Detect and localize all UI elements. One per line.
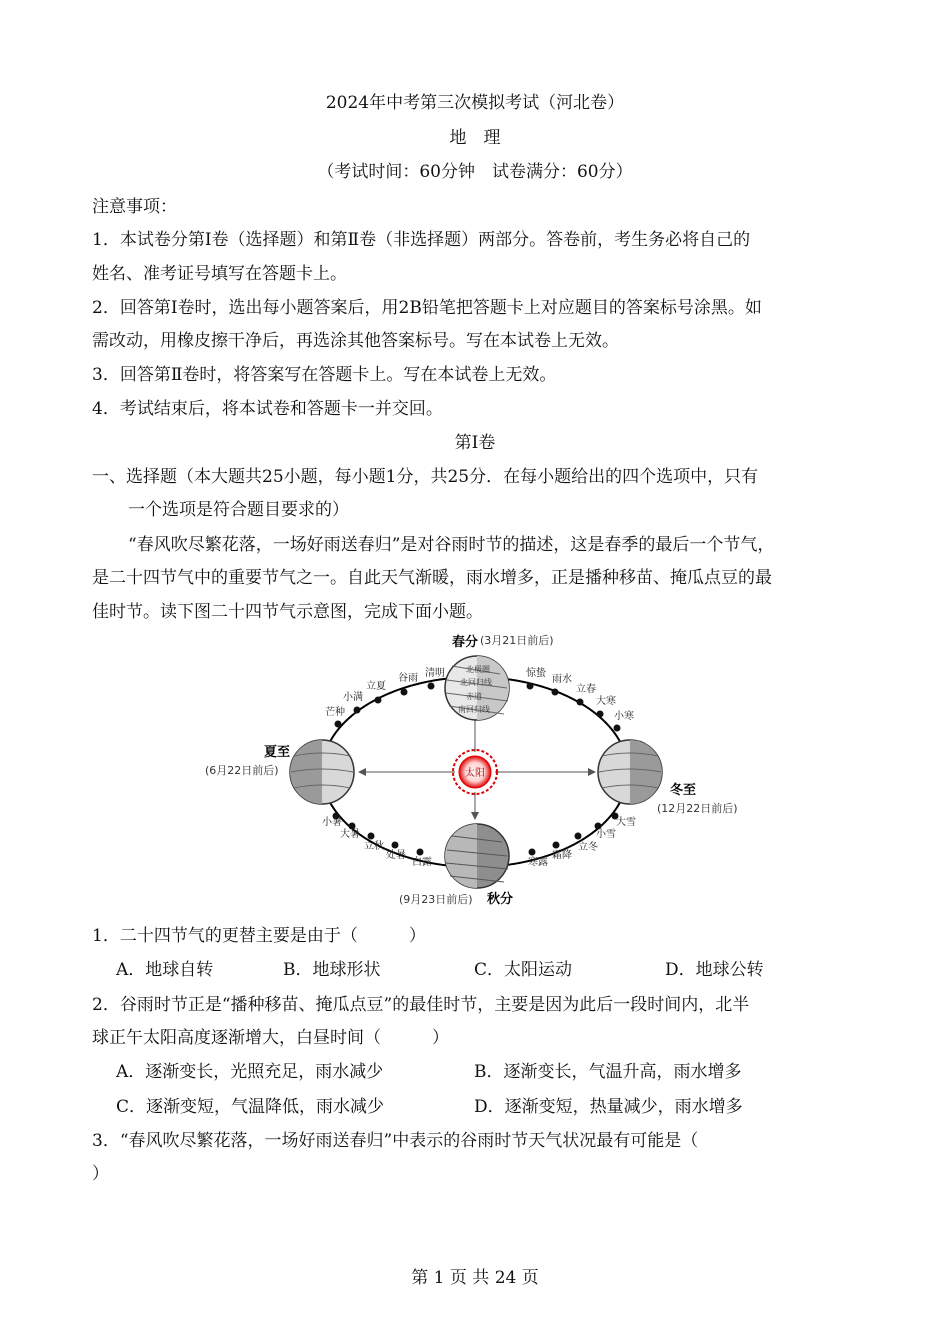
notice-item: 4．考试结束后，将本试卷和答题卡一并交回。 — [92, 399, 443, 419]
page-number: 第 1 页 共 24 页 — [411, 1268, 539, 1288]
q2-option-d[interactable]: D．逐渐变短，热量减少，雨水增多 — [474, 1097, 743, 1117]
arrow-head — [471, 812, 479, 820]
globe-qiufen — [445, 824, 509, 888]
term-label: 处暑 — [386, 850, 406, 861]
svg-text:北极圈: 北极圈 — [466, 665, 490, 674]
svg-text:北回归线: 北回归线 — [460, 678, 492, 687]
notice-item: 2．回答第Ⅰ卷时，选出每小题答案后，用2B铅笔把答题卡上对应题目的答案标号涂黑。如 — [92, 298, 762, 318]
term-label: 清明 — [425, 668, 445, 679]
term-label: 雨水 — [552, 674, 572, 685]
qiufen-date: (9月23日前后) — [399, 893, 473, 906]
exam-info: （考试时间：60分钟 试卷满分：60分） — [317, 162, 633, 182]
chunfen-date: (3月21日前后) — [480, 634, 554, 647]
term-label: 白露 — [412, 857, 432, 868]
q1-option-b[interactable]: B．地球形状 — [283, 960, 381, 980]
term-label: 芒种 — [325, 707, 345, 718]
term-label: 小暑 — [322, 817, 342, 828]
term-label: 立夏 — [366, 681, 386, 692]
intro-paragraph: “春风吹尽繁花落，一场好雨送春归”是对谷雨时节的描述，这是春季的最后一个节气， — [128, 535, 775, 555]
question-1-stem: 1．二十四节气的更替主要是由于（ ） — [92, 926, 426, 946]
exam-title: 2024年中考第三次模拟考试（河北卷） — [325, 93, 625, 113]
notice-item: 姓名、准考证号填写在答题卡上。 — [92, 264, 347, 284]
term-label: 大雪 — [616, 817, 636, 828]
question-2-stem: 2．谷雨时节正是“播种移苗、掩瓜点豆”的最佳时节，主要是因为此后一段时间内，北半 — [92, 995, 750, 1015]
notice-item: 需改动，用橡皮擦干净后，再选涂其他答案标号。写在本试卷上无效。 — [92, 331, 619, 351]
term-label: 小满 — [343, 692, 363, 703]
question-3-stem: 3．“春风吹尽繁花落，一场好雨送春归”中表示的谷雨时节天气状况最有可能是（ — [92, 1131, 699, 1151]
term-label: 惊蛰 — [526, 668, 546, 679]
q1-option-c[interactable]: C．太阳运动 — [474, 960, 573, 980]
q1-option-d[interactable]: D．地球公转 — [665, 960, 764, 980]
q2-option-c[interactable]: C．逐渐变短，气温降低，雨水减少 — [116, 1097, 385, 1117]
chunfen-label: 春分 — [452, 635, 479, 650]
term-label: 霜降 — [552, 850, 572, 861]
question-2-stem-cont: 球正午太阳高度逐渐增大，白昼时间（ ） — [92, 1028, 449, 1048]
term-label: 大寒 — [596, 696, 616, 707]
arrow-head — [588, 768, 596, 776]
term-label: 立冬 — [578, 842, 598, 853]
svg-text:赤道: 赤道 — [466, 692, 482, 701]
notice-heading: 注意事项： — [92, 197, 177, 217]
intro-paragraph: 佳时节。读下图二十四节气示意图，完成下面小题。 — [92, 602, 483, 622]
q2-option-b[interactable]: B．逐渐变长，气温升高，雨水增多 — [474, 1062, 742, 1082]
dongzhi-label: 冬至 — [670, 783, 697, 798]
globe-xiazhi — [290, 740, 354, 804]
term-label: 寒露 — [528, 857, 548, 868]
xiazhi-date: (6月22日前后) — [205, 764, 279, 777]
term-label: 小寒 — [614, 711, 634, 722]
term-label: 立春 — [576, 684, 596, 695]
part-heading: 一、选择题（本大题共25小题，每小题1分，共25分．在每小题给出的四个选项中，只有 — [92, 467, 759, 487]
intro-paragraph: 是二十四节气中的重要节气之一。自此天气渐暖，雨水增多，正是播种移苗、掩瓜点豆的最 — [92, 568, 772, 588]
notice-item: 3．回答第Ⅱ卷时，将答案写在答题卡上。写在本试卷上无效。 — [92, 365, 557, 385]
subject-title: 地 理 — [449, 128, 501, 148]
solar-terms-diagram — [0, 626, 950, 916]
q1-option-a[interactable]: A．地球自转 — [116, 960, 214, 980]
xiazhi-label: 夏至 — [264, 745, 291, 760]
notice-item: 1．本试卷分第Ⅰ卷（选择题）和第Ⅱ卷（非选择题）两部分。答卷前，考生务必将自己的 — [92, 230, 751, 250]
dongzhi-date: (12月22日前后) — [657, 802, 738, 815]
sun-icon — [453, 750, 497, 794]
arrow-head — [358, 768, 366, 776]
q2-option-a[interactable]: A．逐渐变长，光照充足，雨水减少 — [116, 1062, 384, 1082]
term-label: 立秋 — [364, 841, 384, 852]
term-label: 大暑 — [340, 829, 360, 840]
question-3-stem-cont: ） — [92, 1164, 109, 1184]
globe-chunfen — [445, 656, 509, 720]
globe-dongzhi — [598, 740, 662, 804]
svg-text:南回归线: 南回归线 — [458, 705, 490, 714]
qiufen-label: 秋分 — [487, 892, 514, 907]
part-heading-cont: 一个选项是符合题目要求的） — [128, 500, 349, 520]
volume-title: 第Ⅰ卷 — [454, 433, 496, 453]
term-label: 谷雨 — [398, 673, 418, 684]
sun-label: 太阳 — [465, 768, 485, 779]
term-label: 小雪 — [596, 829, 616, 840]
